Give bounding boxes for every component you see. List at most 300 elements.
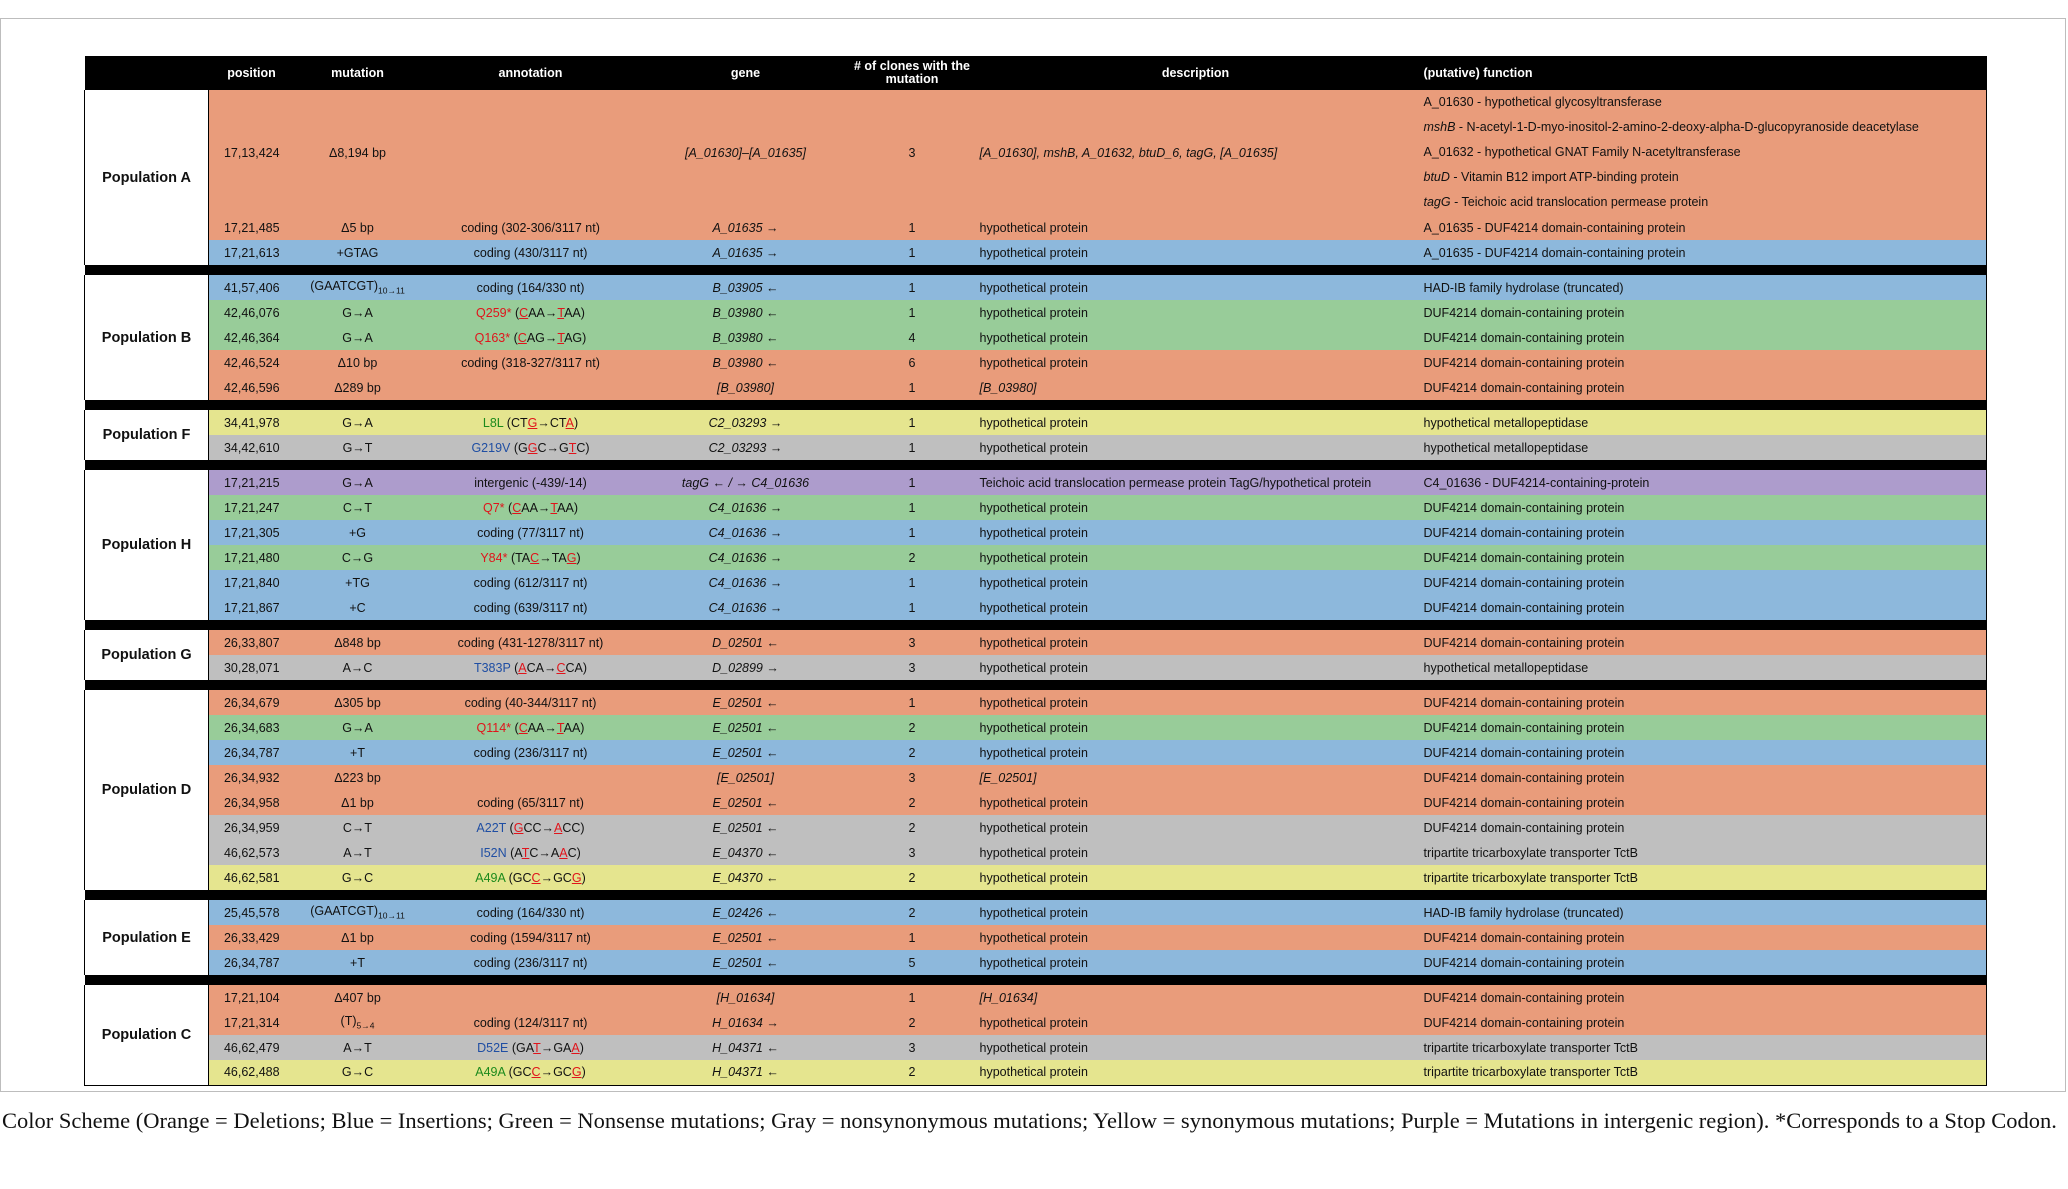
function-text: tripartite tricarboxylate transporter TctB [1423,1065,1638,1080]
description-cell: hypothetical protein [974,570,1418,595]
function-cell [1418,925,1987,950]
clones-cell: 2 [851,545,974,570]
function-text: A_01635 - DUF4214 domain-containing protein [1423,220,1686,235]
function-cell [1418,740,1987,765]
clones-cell: 1 [851,595,974,620]
position-cell: 17,21,867 [209,595,295,620]
clones-cell: 5 [851,950,974,975]
amino-acid-change: A49A [475,1065,506,1080]
table-row [85,985,1987,1010]
function-cell [1418,435,1987,460]
table-row [85,655,1987,680]
mutation-cell [295,325,421,350]
function-text: DUF4214 domain-containing protein [1423,745,1625,760]
function-text: tripartite tricarboxylate transporter TctB [1423,870,1638,885]
figure-caption: Color Scheme (Orange = Deletions; Blue = Insertions; Green = Nonsense mutations; Gray = nonsynonymous mutations; Yellow = synonymous mutations; Purple = Mutations in intergenic region). *Corresponds to a Stop Codon. [2,1108,2057,1133]
codon-part: ( [513,330,518,345]
mutation-text: A→T [343,1040,372,1055]
annotation-cell [421,765,641,790]
population-separator [85,400,1987,410]
annotation-text: intergenic (‑439/‑14) [474,475,587,490]
annotation-text: coding (318‑327/3117 nt) [461,355,600,370]
description-cell: [E_02501] [974,765,1418,790]
mutation-text: Δ5 bp [341,220,374,235]
codon-changed-base: G [571,870,582,885]
function-text: DUF4214 domain-containing protein [1423,380,1625,395]
description-cell: hypothetical protein [974,545,1418,570]
header-mutation: mutation [295,56,421,90]
function-line [1424,190,1987,215]
gene-cell: tagG ← / → C4_01636 [641,470,851,495]
codon-part: (TA [510,550,531,565]
function-cell [1418,520,1987,545]
mutation-text: Δ223 bp [334,770,381,785]
mutation-text: G→A [342,720,373,735]
clones-cell: 6 [851,350,974,375]
gene-cell: C2_03293 → [641,435,851,460]
header-description: description [974,56,1418,90]
codon-part: (GC [508,870,532,885]
mutation-subscript: 10→11 [378,285,405,296]
function-cell [1418,1060,1987,1085]
codon-part: →TA [539,550,567,565]
function-cell [1418,1035,1987,1060]
mutation-cell [295,790,421,815]
position-cell: 26,33,429 [209,925,295,950]
clones-cell: 1 [851,470,974,495]
codon-changed-base: C [530,550,540,565]
clones-cell: 1 [851,985,974,1010]
codon-part: →GC [540,870,572,885]
position-cell: 17,21,305 [209,520,295,545]
mutation-cell [295,1010,421,1035]
function-line [1424,90,1987,115]
population-separator [85,890,1987,900]
description-cell: hypothetical protein [974,325,1418,350]
function-cell [1418,630,1987,655]
description-cell: hypothetical protein [974,950,1418,975]
table-row [85,325,1987,350]
clones-cell: 3 [851,840,974,865]
population-label: Population B [85,275,209,400]
table-row [85,350,1987,375]
codon-part: (GC [508,1065,532,1080]
mutation-cell [295,765,421,790]
mutation-text: G→C [341,1065,374,1080]
function-gene: btuD [1423,170,1450,184]
table-row [85,765,1987,790]
table-row [85,1060,1987,1085]
clones-cell: 1 [851,300,974,325]
function-text: A_01635 - DUF4214 domain-containing protein [1423,245,1686,260]
function-text: DUF4214 domain-containing protein [1423,500,1625,515]
population-label: Population F [85,410,209,460]
mutation-cell [295,840,421,865]
table-row [85,520,1987,545]
codon-part: ( [509,820,514,835]
table-row [85,545,1987,570]
mutation-cell [295,925,421,950]
mutation-cell [295,950,421,975]
gene-cell: [H_01634] [641,985,851,1010]
amino-acid-change: Y84* [480,550,508,565]
mutation-text: (T) [340,1014,357,1029]
function-cell [1418,950,1987,975]
function-text: DUF4214 domain-containing protein [1423,1015,1625,1030]
gene-cell: C4_01636 → [641,520,851,545]
mutation-cell [295,690,421,715]
function-text: C4_01636 - DUF4214-containing-protein [1423,475,1650,490]
mutation-cell [295,495,421,520]
gene-cell: A_01635 → [641,215,851,240]
mutation-cell [295,740,421,765]
table-row [85,300,1987,325]
codon-changed-base: T [557,305,565,320]
codon-part: ( [508,500,513,515]
separator-bar [85,680,1987,690]
function-text: - Vitamin B12 import ATP-binding protein [1449,170,1679,184]
mutation-cell [295,520,421,545]
gene-cell: D_02899 → [641,655,851,680]
function-text: DUF4214 domain-containing protein [1423,525,1625,540]
function-text: DUF4214 domain-containing protein [1423,820,1625,835]
gene-cell: C4_01636 → [641,495,851,520]
codon-part: →CT [537,415,566,430]
gene-cell: E_02426 ← [641,900,851,925]
mutation-cell [295,275,421,300]
mutation-cell [295,595,421,620]
codon-part: CA→ [526,660,557,675]
annotation-cell [421,715,641,740]
function-text: DUF4214 domain-containing protein [1423,600,1625,615]
table-row [85,1010,1987,1035]
annotation-text: coding (302‑306/3117 nt) [461,220,600,235]
mutation-text: (GAATCGT) [310,904,379,919]
function-text: DUF4214 domain-containing protein [1423,695,1625,710]
mutation-text: Δ8,194 bp [328,145,386,160]
function-cell [1418,375,1987,400]
function-text: DUF4214 domain-containing protein [1423,770,1625,785]
gene-cell: H_01634 → [641,1010,851,1035]
annotation-cell [421,1060,641,1085]
codon-changed-base: A [571,1040,580,1055]
codon-changed-base: G [527,440,538,455]
amino-acid-change: D52E [477,1040,509,1055]
gene-cell: D_02501 ← [641,630,851,655]
annotation-text: coding (430/3117 nt) [473,245,588,260]
amino-acid-change: Q163* [474,330,511,345]
function-cell [1418,765,1987,790]
annotation-cell [421,1035,641,1060]
population-separator [85,680,1987,690]
mutation-cell [295,900,421,925]
position-cell: 46,62,573 [209,840,295,865]
mutation-cell [295,865,421,890]
function-text: DUF4214 domain-containing protein [1423,720,1625,735]
clones-cell: 1 [851,375,974,400]
description-cell: hypothetical protein [974,740,1418,765]
annotation-text: coding (164/330 nt) [476,280,585,295]
clones-cell: 1 [851,275,974,300]
position-cell: 42,46,364 [209,325,295,350]
function-text: DUF4214 domain-containing protein [1423,635,1625,650]
clones-cell: 2 [851,815,974,840]
mutation-text: +GTAG [336,245,379,260]
description-cell: hypothetical protein [974,275,1418,300]
codon-changed-base: G [513,820,524,835]
codon-changed-base: T [521,845,530,860]
codon-part: AA→ [527,720,557,735]
position-cell: 26,34,679 [209,690,295,715]
function-gene: mshB [1423,120,1456,134]
codon-part: (A [510,845,522,860]
function-cell [1418,570,1987,595]
gene-cell: E_02501 ← [641,715,851,740]
separator-bar [85,460,1987,470]
position-cell: 34,41,978 [209,410,295,435]
position-cell: 25,45,578 [209,900,295,925]
population-label: Population D [85,690,209,890]
position-cell: 26,34,958 [209,790,295,815]
clones-cell: 1 [851,240,974,265]
mutation-text: +T [350,745,365,760]
description-cell: Teichoic acid translocation permease protein TagG/hypothetical protein [974,470,1418,495]
codon-part: ( [514,305,520,320]
codon-part: C) [576,440,590,455]
table-figure-frame [0,18,2066,1092]
codon-changed-base: G [527,415,538,430]
mutation-cell [295,1060,421,1085]
table-header-row [85,56,1987,90]
clones-cell: 2 [851,740,974,765]
codon-changed-base: G [566,550,577,565]
mutation-cell [295,630,421,655]
function-line [1424,140,1987,165]
function-text: DUF4214 domain-containing protein [1423,930,1625,945]
position-cell: 46,62,488 [209,1060,295,1085]
function-cell [1418,595,1987,620]
gene-cell: [A_01630]–[A_01635] [641,90,851,215]
function-text: DUF4214 domain-containing protein [1423,955,1625,970]
clones-cell: 1 [851,925,974,950]
function-gene: A_01630 [1423,95,1474,109]
codon-part: C→G [537,440,569,455]
table-row [85,90,1987,215]
codon-part: ( [514,660,519,675]
annotation-text: coding (1594/3117 nt) [470,930,591,945]
function-cell [1418,90,1987,215]
position-cell: 42,46,524 [209,350,295,375]
annotation-cell [421,470,641,495]
gene-cell: A_01635 → [641,240,851,265]
annotation-text: coding (77/3117 nt) [477,525,584,540]
gene-cell: E_02501 ← [641,790,851,815]
function-cell [1418,900,1987,925]
mutation-cell [295,470,421,495]
table-row [85,900,1987,925]
description-cell: hypothetical protein [974,240,1418,265]
clones-cell: 2 [851,790,974,815]
codon-part: →GA [540,1040,572,1055]
mutation-text: G→A [342,330,373,345]
description-cell: hypothetical protein [974,215,1418,240]
codon-part: AG→ [526,330,558,345]
function-cell [1418,1010,1987,1035]
annotation-cell [421,90,641,215]
mutation-text: G→C [341,870,374,885]
function-cell [1418,470,1987,495]
codon-part: C) [567,845,581,860]
annotation-cell [421,570,641,595]
mutation-cell [295,570,421,595]
codon-changed-base: A [554,820,563,835]
mutation-text: +G [348,525,367,540]
amino-acid-change: A22T [476,820,507,835]
description-cell: hypothetical protein [974,715,1418,740]
function-text: HAD-IB family hydrolase (truncated) [1423,280,1624,295]
annotation-text: coding (65/3117 nt) [477,795,584,810]
amino-acid-change: A49A [475,870,506,885]
annotation-cell [421,215,641,240]
table-row [85,925,1987,950]
function-text: tripartite tricarboxylate transporter TctB [1423,845,1638,860]
clones-cell: 2 [851,900,974,925]
function-text: DUF4214 domain-containing protein [1423,990,1625,1005]
annotation-cell [421,435,641,460]
mutation-text: C→T [342,500,373,515]
codon-part: AA) [557,500,578,515]
description-cell: [A_01630], mshB, A_01632, btuD_6, tagG, [A_01635] [974,90,1418,215]
description-cell: hypothetical protein [974,790,1418,815]
table-row [85,410,1987,435]
annotation-cell [421,925,641,950]
mutation-text: Δ1 bp [341,930,374,945]
codon-part: ) [576,550,581,565]
position-cell: 26,34,683 [209,715,295,740]
position-cell: 34,42,610 [209,435,295,460]
mutation-text: A→T [343,845,372,860]
position-cell: 42,46,076 [209,300,295,325]
codon-part: AG) [564,330,587,345]
codon-part: (G [513,440,528,455]
function-text: DUF4214 domain-containing protein [1423,575,1625,590]
separator-bar [85,620,1987,630]
position-cell: 41,57,406 [209,275,295,300]
annotation-cell [421,630,641,655]
description-cell: hypothetical protein [974,410,1418,435]
clones-cell: 1 [851,495,974,520]
annotation-cell [421,545,641,570]
clones-cell: 1 [851,520,974,545]
table-body [85,90,1987,1085]
gene-cell: E_02501 ← [641,740,851,765]
codon-part: ) [573,415,579,430]
mutation-text: G→A [342,475,373,490]
codon-part: AA) [563,720,585,735]
function-text: hypothetical metallopeptidase [1423,660,1589,675]
gene-cell: E_02501 ← [641,815,851,840]
clones-cell: 1 [851,690,974,715]
function-cell [1418,275,1987,300]
table-row [85,815,1987,840]
description-cell: hypothetical protein [974,690,1418,715]
annotation-cell [421,900,641,925]
function-cell [1418,690,1987,715]
annotation-text: coding (40‑344/3117 nt) [464,695,597,710]
mutation-cell [295,1035,421,1060]
separator-bar [85,890,1987,900]
annotation-text: coding (431‑1278/3117 nt) [457,635,604,650]
gene-cell: C4_01636 → [641,570,851,595]
mutation-cell [295,215,421,240]
mutation-cell [295,410,421,435]
mutation-text: +T [350,955,365,970]
gene-cell: C4_01636 → [641,545,851,570]
table-row [85,595,1987,620]
description-cell: hypothetical protein [974,815,1418,840]
position-cell: 17,21,613 [209,240,295,265]
table-row [85,690,1987,715]
table-row [85,950,1987,975]
header-position: position [209,56,295,90]
codon-part: ( [514,720,519,735]
mutation-cell [295,985,421,1010]
table-row [85,470,1987,495]
annotation-text: coding (236/3117 nt) [473,955,588,970]
function-cell [1418,410,1987,435]
function-cell [1418,350,1987,375]
table-row [85,495,1987,520]
codon-part: ) [581,1065,586,1080]
position-cell: 17,21,485 [209,215,295,240]
description-cell: [B_03980] [974,375,1418,400]
function-text: - hypothetical GNAT Family N-acetyltransferase [1473,145,1741,159]
clones-cell: 1 [851,215,974,240]
annotation-cell [421,375,641,400]
description-cell: [H_01634] [974,985,1418,1010]
position-cell: 26,34,787 [209,950,295,975]
function-cell [1418,790,1987,815]
function-cell [1418,240,1987,265]
codon-changed-base: T [556,720,564,735]
function-cell [1418,815,1987,840]
position-cell: 17,21,480 [209,545,295,570]
annotation-cell [421,865,641,890]
population-label: Population C [85,985,209,1085]
description-cell: hypothetical protein [974,435,1418,460]
population-label: Population H [85,470,209,620]
population-separator [85,975,1987,985]
position-cell: 17,21,840 [209,570,295,595]
mutation-text: A→C [342,660,373,675]
table-row [85,630,1987,655]
table-row [85,1035,1987,1060]
description-cell: hypothetical protein [974,840,1418,865]
codon-changed-base: C [531,1065,541,1080]
position-cell: 46,62,479 [209,1035,295,1060]
mutation-text: C→G [341,550,374,565]
function-line [1424,115,1987,140]
separator-bar [85,400,1987,410]
mutation-text: Δ289 bp [334,380,381,395]
codon-part: (GA [511,1040,534,1055]
gene-cell: E_02501 ← [641,950,851,975]
codon-part: →GC [540,1065,572,1080]
mutation-cell [295,545,421,570]
gene-cell: E_04370 ← [641,865,851,890]
separator-bar [85,265,1987,275]
gene-cell: [B_03980] [641,375,851,400]
